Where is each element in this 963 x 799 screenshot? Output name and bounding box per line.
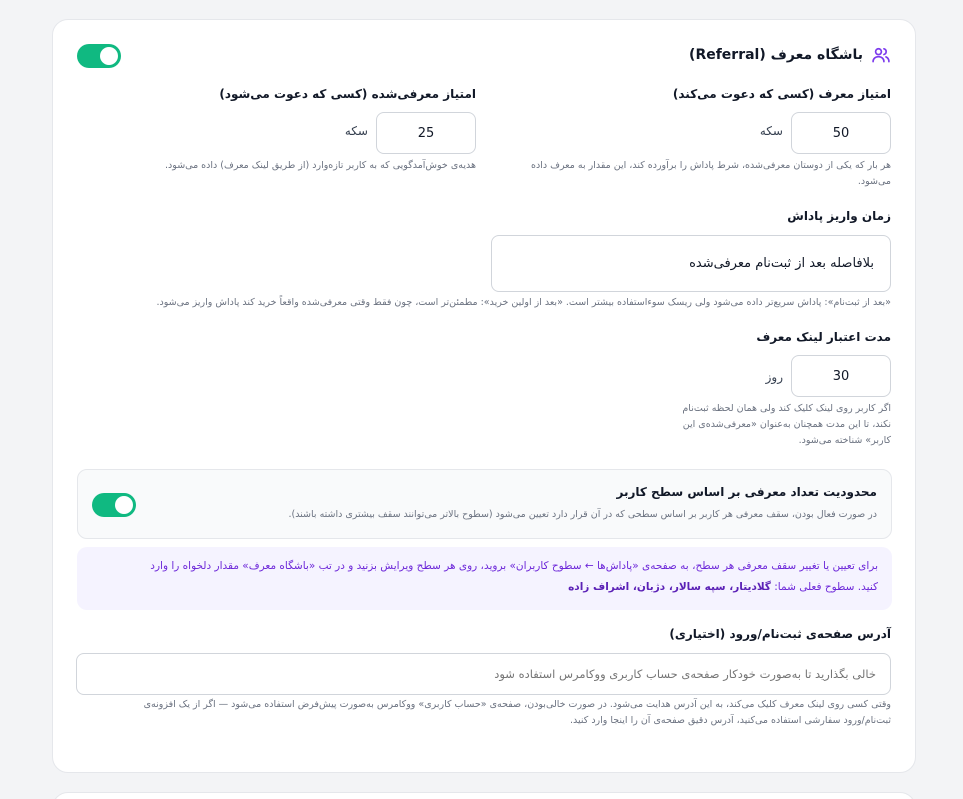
referee-points-help: هدیه‌ی خوش‌آمدگویی که به کاربر تازه‌وارد (از طریق لینک معرف) داده می‌شود. xyxy=(165,160,476,171)
link-validity-help xyxy=(651,401,891,449)
referrer-points-input[interactable]: 50 xyxy=(791,112,891,154)
toggle-knob xyxy=(100,47,118,65)
section-title: باشگاه معرف (Referral) xyxy=(689,47,863,63)
info-line-2 xyxy=(91,577,878,598)
level-limit-info xyxy=(77,547,892,610)
current-levels: گلادیتار، سپه سالار، دژبان، اشراف زاده xyxy=(568,581,771,593)
referrer-points-unit: سکه xyxy=(759,124,783,138)
section-header xyxy=(689,45,891,65)
link-validity-help-line: اگر کاربر روی لینک کلیک کند ولی همان لحظه ثبت‌نام xyxy=(682,403,891,414)
link-validity-help-line: کاربر» شناخته می‌شود. xyxy=(798,435,891,446)
referrer-points-label: امتیاز معرف (کسی که دعوت می‌کند) xyxy=(672,87,891,101)
level-limit-box xyxy=(77,469,892,539)
reward-timing-value: بلافاصله بعد از ثبت‌نام معرفی‌شده xyxy=(689,256,874,271)
level-limit-title: محدودیت تعداد معرفی بر اساس سطح کاربر xyxy=(616,485,877,499)
info-line-1: برای تعیین یا تغییر سقف معرفی هر سطح، به صفحه‌ی «پاداش‌ها ← سطوح کاربران» بروید، روی هر سطح ویرایش بزنید و در تب «باشگاه معرف» مقدار دلخواه را وارد xyxy=(150,560,878,572)
referrer-points-help: هر بار که یکی از دوستان معرفی‌شده، شرط پاداش را برآورده کند، این مقدار به معرف داده می‌شود. xyxy=(531,160,891,187)
referee-points-label: امتیاز معرفی‌شده (کسی که دعوت می‌شود) xyxy=(219,87,476,101)
reward-timing-help: «بعد از ثبت‌نام»: پاداش سریع‌تر داده می‌شود ولی ریسک سوءاستفاده بیشتر است. «بعد از اولین خرید»: مطمئن‌تر است، چون فقط وقتی معرفی‌شده واقعاً خرید کند پاداش واریز می‌شود. xyxy=(156,297,891,308)
referee-points-unit: سکه xyxy=(344,124,368,138)
signup-url-input[interactable] xyxy=(76,653,891,695)
referee-points-input[interactable]: 25 xyxy=(376,112,476,154)
level-limit-toggle[interactable] xyxy=(92,493,136,517)
link-validity-input[interactable]: 30 xyxy=(791,355,891,397)
link-validity-label: مدت اعتبار لینک معرف xyxy=(756,330,891,344)
toggle-knob xyxy=(115,496,133,514)
users-icon xyxy=(871,45,891,65)
signup-url-label: آدرس صفحه‌ی ثبت‌نام/ورود (اختیاری) xyxy=(669,627,891,641)
reward-timing-label: زمان واریز پاداش xyxy=(787,209,891,223)
next-settings-card xyxy=(52,792,916,799)
level-limit-description: در صورت فعال بودن، سقف معرفی هر کاربر بر اساس سطحی که در آن قرار دارد تعیین می‌شود (سطوح بالاتر می‌توانند سقف بیشتری داشته باشند). xyxy=(288,509,877,520)
reward-timing-select[interactable] xyxy=(491,235,891,292)
signup-url-help xyxy=(76,697,891,729)
referral-settings-card xyxy=(52,19,916,773)
signup-url-help-line: وقتی کسی روی لینک معرف کلیک می‌کند، به این آدرس هدایت می‌شود. در صورت خالی‌بودن، صفحه‌ی «حساب کاربری» ووکامرس به‌صورت پیش‌فرض استفاده می‌شود — اگر از یک افزونه‌ی xyxy=(143,699,891,710)
referral-enable-toggle[interactable] xyxy=(77,44,121,68)
signup-url-help-line: ثبت‌نام/ورود سفارشی استفاده می‌کنید، آدرس دقیق صفحه‌ی آن را اینجا وارد کنید. xyxy=(570,715,891,726)
link-validity-help-line: نکند، تا این مدت همچنان به‌عنوان «معرفی‌شده‌ی این xyxy=(682,419,891,430)
link-validity-unit: روز xyxy=(765,370,783,384)
info-line-2-prefix: کنید. سطوح فعلی شما: xyxy=(774,581,878,593)
